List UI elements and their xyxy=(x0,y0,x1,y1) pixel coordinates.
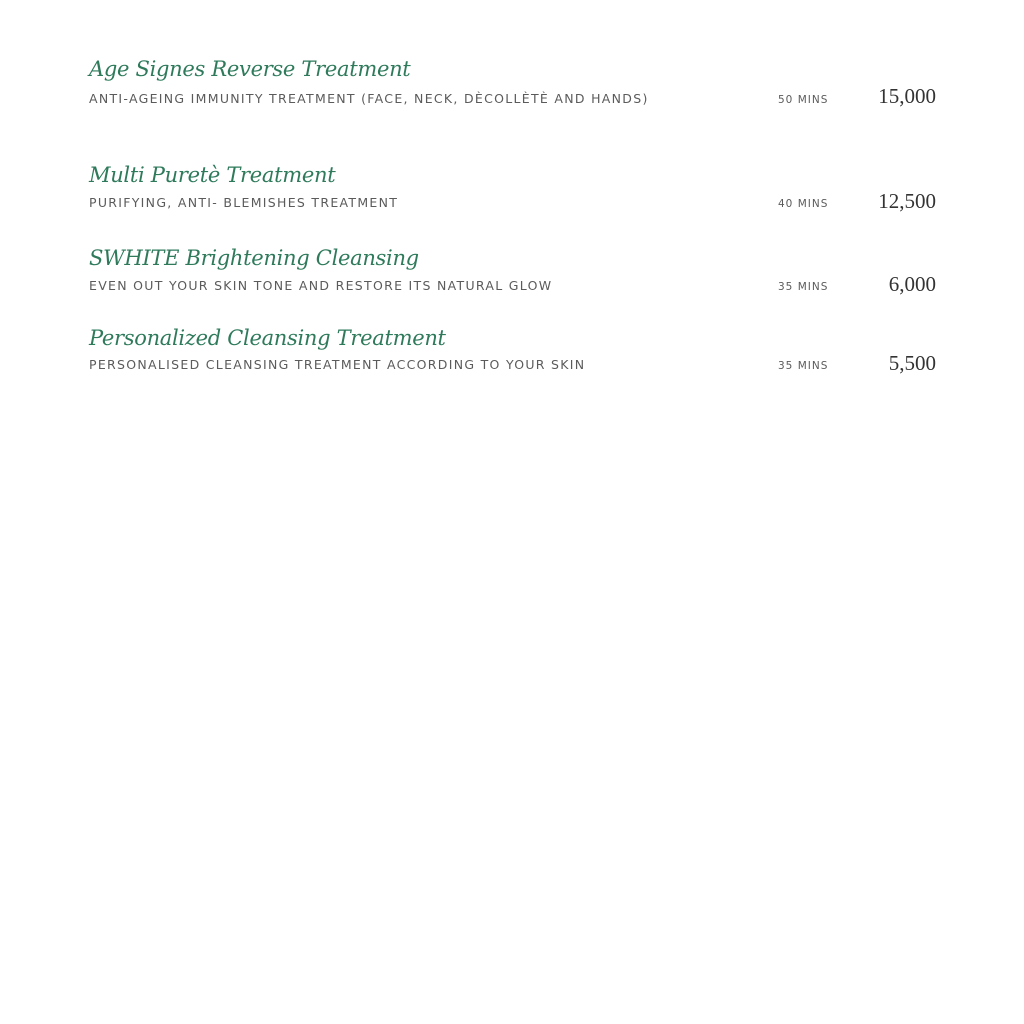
treatment-duration: 35 MINS xyxy=(778,360,829,372)
treatment-title: Age Signes Reverse Treatment xyxy=(89,57,411,81)
treatment-title: Personalized Cleansing Treatment xyxy=(89,326,446,350)
treatment-description: PURIFYING, ANTI- BLEMISHES TREATMENT xyxy=(89,195,399,210)
treatment-title: Multi Puretè Treatment xyxy=(89,163,336,187)
treatment-price: 12,500 xyxy=(878,189,936,213)
treatment-duration: 35 MINS xyxy=(778,281,829,293)
treatment-duration: 50 MINS xyxy=(778,94,829,106)
treatment-description: EVEN OUT YOUR SKIN TONE AND RESTORE ITS NATURAL GLOW xyxy=(89,278,553,293)
treatment-price: 15,000 xyxy=(878,84,936,108)
treatment-price: 5,500 xyxy=(888,351,936,375)
treatment-title: SWHITE Brightening Cleansing xyxy=(89,246,419,270)
treatment-duration: 40 MINS xyxy=(778,198,829,210)
treatment-price: 6,000 xyxy=(888,272,936,296)
treatment-description: ANTI-AGEING IMMUNITY TREATMENT (FACE, NECK, DÈCOLLÈTÈ AND HANDS) xyxy=(89,91,649,106)
treatment-description: PERSONALISED CLEANSING TREATMENT ACCORDING TO YOUR SKIN xyxy=(89,357,586,372)
